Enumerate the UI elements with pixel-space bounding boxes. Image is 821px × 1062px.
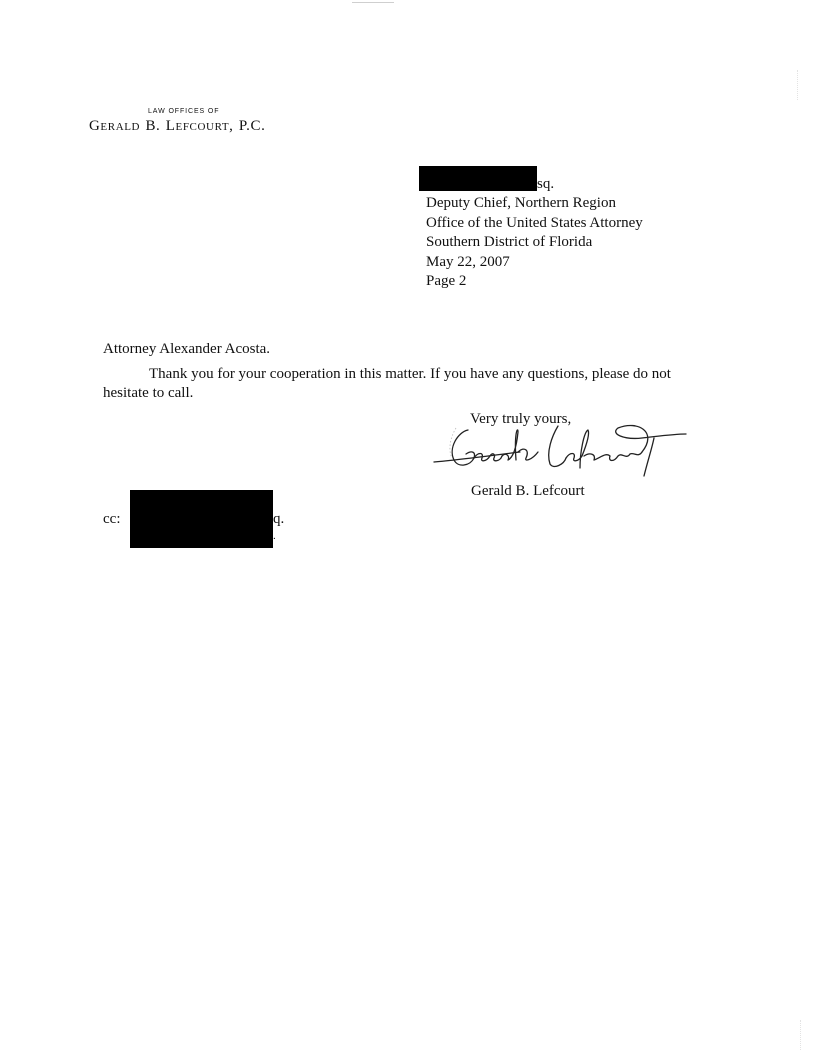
scan-mark bbox=[352, 2, 394, 3]
cc-label: cc: bbox=[103, 511, 121, 527]
handwritten-signature bbox=[428, 412, 690, 482]
redaction-box bbox=[419, 166, 537, 191]
page-number: Page 2 bbox=[426, 273, 467, 289]
cc-redacted-tail: . bbox=[273, 530, 276, 542]
closing-salutation: Very truly yours, bbox=[470, 411, 572, 427]
recipient-line: Office of the United States Attorney bbox=[426, 214, 643, 231]
recipient-name-suffix: sq. bbox=[537, 176, 555, 192]
scan-artifact bbox=[797, 70, 799, 100]
letter-date: May 22, 2007 bbox=[426, 253, 510, 270]
recipient-line: Deputy Chief, Northern Region bbox=[426, 195, 616, 211]
recipient-address-block bbox=[426, 193, 643, 291]
scan-artifact bbox=[800, 1020, 802, 1050]
body-paragraph-line: hesitate to call. bbox=[103, 385, 194, 401]
recipient-line: Southern District of Florida bbox=[426, 234, 593, 250]
letterhead-firm-name: Gerald B. Lefcourt, P.C. bbox=[89, 118, 266, 134]
cc-redacted-tail: q. bbox=[273, 511, 285, 527]
signer-name: Gerald B. Lefcourt bbox=[471, 483, 585, 499]
body-line-attorney: Attorney Alexander Acosta. bbox=[103, 341, 271, 357]
redaction-box bbox=[130, 490, 273, 548]
body-paragraph-line: Thank you for your cooperation in this matter. If you have any questions, please do not bbox=[149, 366, 671, 382]
letterhead-label: LAW OFFICES OF bbox=[148, 108, 220, 115]
